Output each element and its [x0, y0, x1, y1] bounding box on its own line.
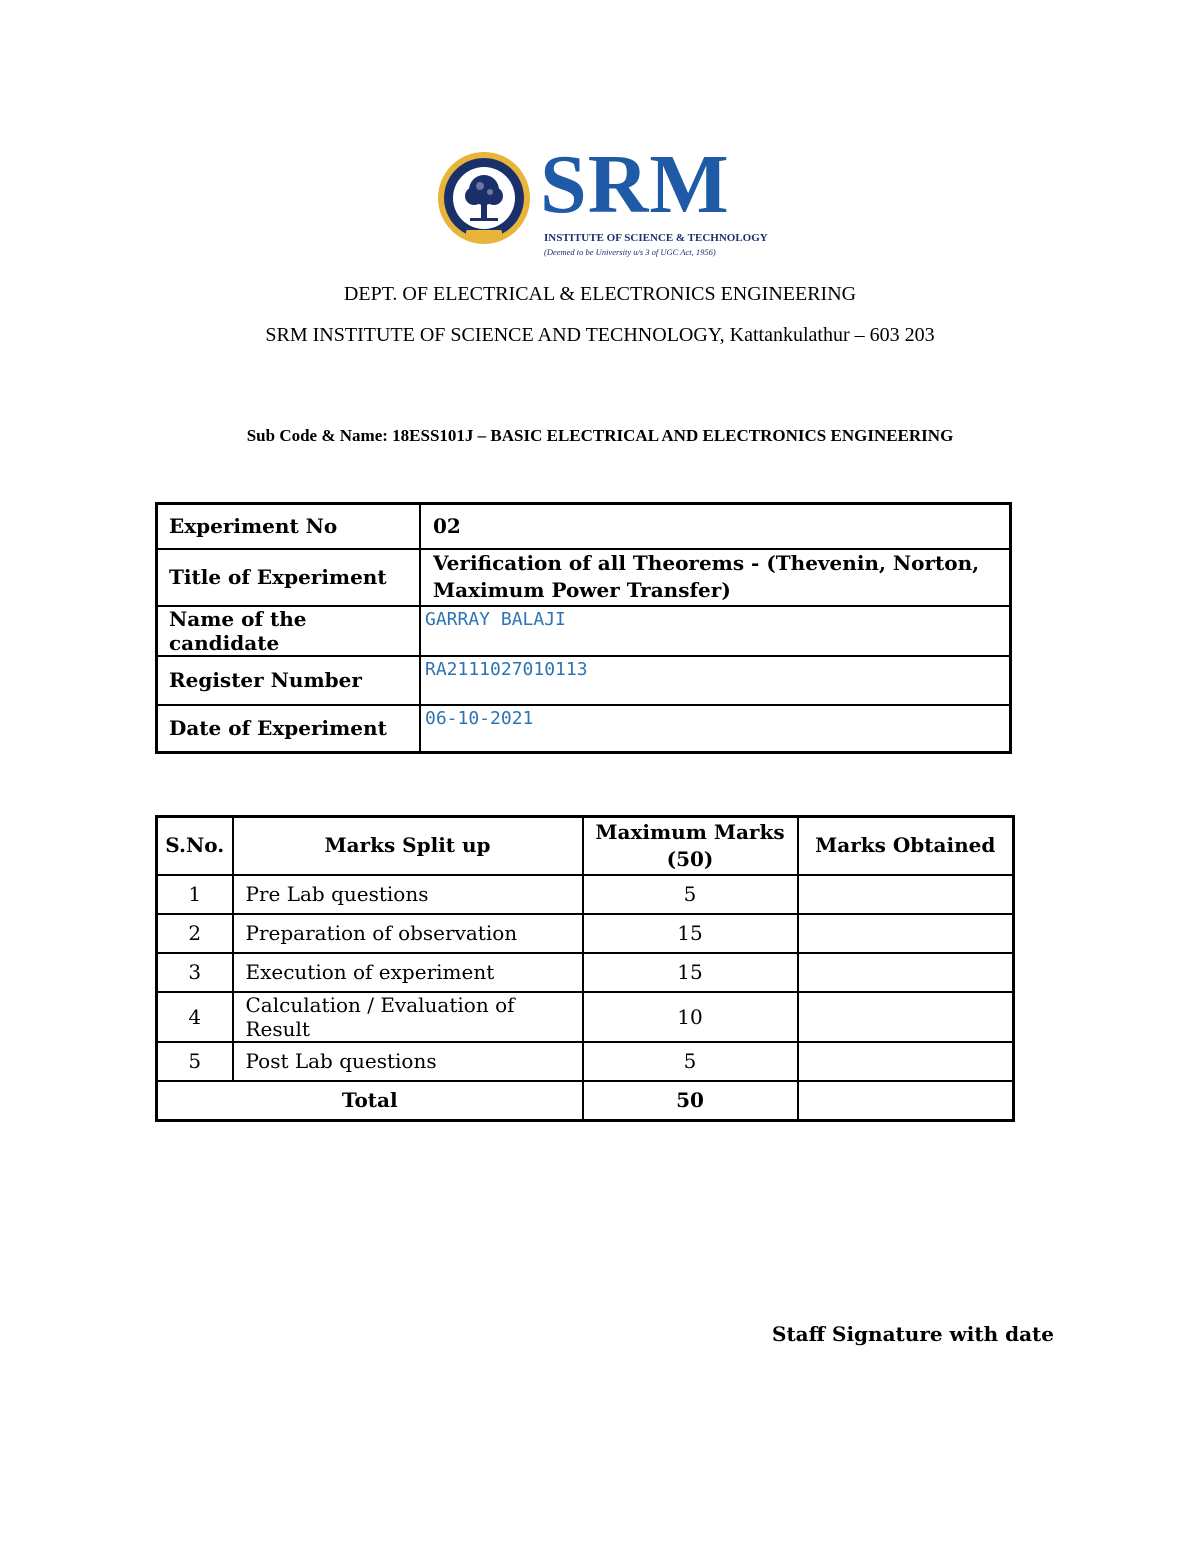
total-max: 50: [583, 1081, 798, 1121]
header-obtained: Marks Obtained: [798, 817, 1014, 875]
row-sno: 1: [157, 875, 233, 914]
candidate-name-value: GARRAY BALAJI: [420, 606, 1011, 656]
srm-logo: [436, 138, 768, 262]
row-max: 5: [583, 875, 798, 914]
register-number-value: RA2111027010113: [420, 656, 1011, 705]
experiment-no-label: Experiment No: [157, 504, 421, 549]
info-row-date: [157, 705, 1011, 753]
logo-brand: SRM: [540, 138, 730, 231]
institute-name: SRM INSTITUTE OF SCIENCE AND TECHNOLOGY, Kattankulathur – 603 203: [265, 324, 935, 346]
logo-institute: INSTITUTE OF SCIENCE & TECHNOLOGY: [544, 232, 768, 244]
row-item: Post Lab questions: [233, 1042, 583, 1081]
row-sno: 4: [157, 992, 233, 1042]
info-row-register: [157, 656, 1011, 705]
row-sno: 2: [157, 914, 233, 953]
header-max-line-1: Maximum Marks: [595, 819, 785, 844]
total-row: [157, 1081, 1014, 1121]
row-obtained: [798, 914, 1014, 953]
row-item: Calculation / Evaluation of Result: [233, 992, 583, 1042]
title-line-2: Maximum Power Transfer): [433, 578, 731, 602]
row-max: 5: [583, 1042, 798, 1081]
header-split: Marks Split up: [233, 817, 583, 875]
row-obtained: [798, 953, 1014, 992]
marks-table: [155, 815, 1015, 1122]
info-row-title: [157, 549, 1011, 606]
table-row: [157, 992, 1014, 1042]
experiment-no-value: 02: [420, 504, 1011, 549]
row-item: Preparation of observation: [233, 914, 583, 953]
date-value: 06-10-2021: [420, 705, 1011, 753]
row-max: 15: [583, 914, 798, 953]
row-item: Pre Lab questions: [233, 875, 583, 914]
experiment-info-table: [155, 502, 1012, 754]
header-max-line-2: (50): [666, 846, 714, 871]
title-line-1: Verification of all Theorems - (Thevenin, Norton,: [433, 551, 980, 575]
row-sno: 3: [157, 953, 233, 992]
table-row: [157, 953, 1014, 992]
staff-signature-label: Staff Signature with date: [772, 1322, 1055, 1346]
info-row-experiment-no: [157, 504, 1011, 549]
title-value: [420, 549, 1011, 606]
table-row: [157, 875, 1014, 914]
table-row: [157, 914, 1014, 953]
total-obtained: [798, 1081, 1014, 1121]
marks-header-row: [157, 817, 1014, 875]
dept-name: DEPT. OF ELECTRICAL & ELECTRONICS ENGINEERING: [343, 283, 857, 305]
candidate-name-label: Name of the candidate: [157, 606, 421, 656]
header-sno: S.No.: [157, 817, 233, 875]
total-label: Total: [157, 1081, 583, 1121]
header-max: [583, 817, 798, 875]
row-obtained: [798, 875, 1014, 914]
title-label: Title of Experiment: [157, 549, 421, 606]
date-label: Date of Experiment: [157, 705, 421, 753]
subject-code-name: Sub Code & Name: 18ESS101J – BASIC ELECTRICAL AND ELECTRONICS ENGINEERING: [246, 426, 954, 445]
row-obtained: [798, 992, 1014, 1042]
row-item: Execution of experiment: [233, 953, 583, 992]
row-max: 10: [583, 992, 798, 1042]
register-number-label: Register Number: [157, 656, 421, 705]
table-row: [157, 1042, 1014, 1081]
info-row-name: [157, 606, 1011, 656]
row-obtained: [798, 1042, 1014, 1081]
row-max: 15: [583, 953, 798, 992]
logo-tagline: (Deemed to be University u/s 3 of UGC Act, 1956): [544, 247, 716, 257]
row-sno: 5: [157, 1042, 233, 1081]
